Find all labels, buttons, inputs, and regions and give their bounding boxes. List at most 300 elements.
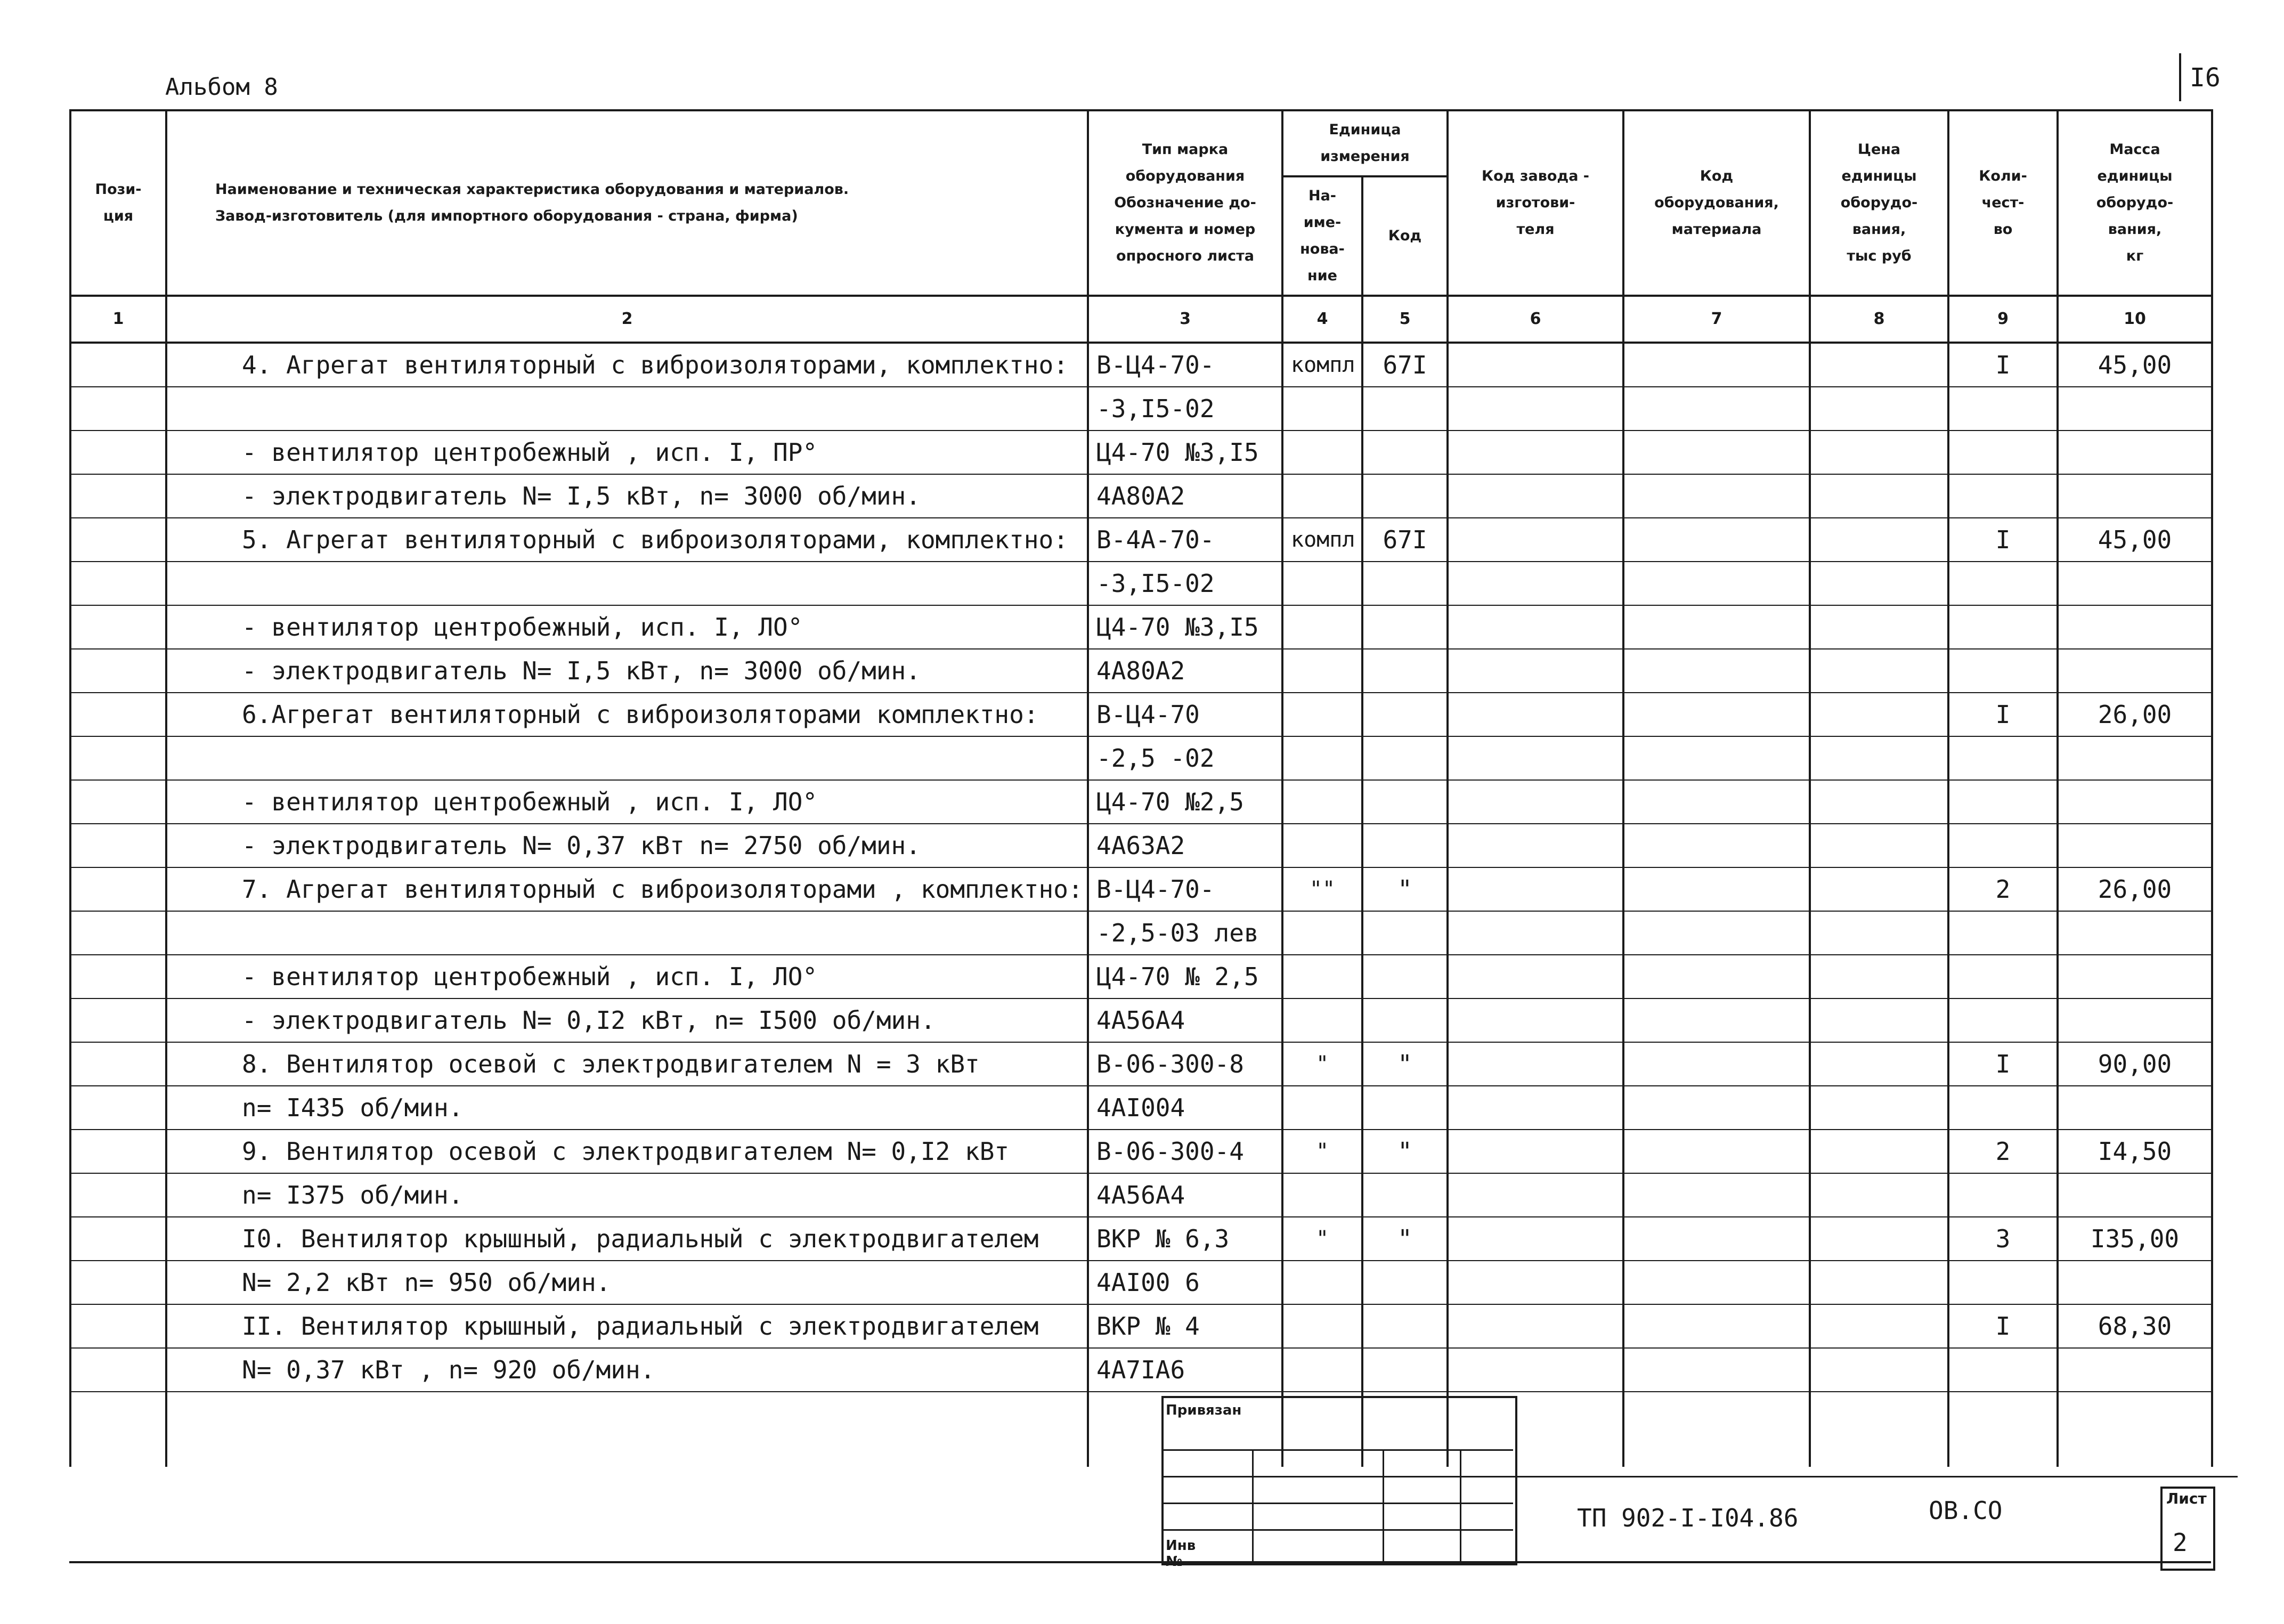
- position-cell: [70, 1130, 166, 1173]
- table-row: [70, 1173, 2212, 1217]
- price-cell: [1810, 955, 1948, 998]
- factory-code-cell: [1448, 1348, 1623, 1392]
- mass-cell: 90,00: [2058, 1042, 2212, 1086]
- quantity-cell: [1948, 998, 2058, 1042]
- price-cell: [1810, 649, 1948, 693]
- table-row: [70, 431, 2212, 474]
- factory-code-cell: [1448, 605, 1623, 649]
- factory-code-cell: [1448, 562, 1623, 605]
- price-cell: [1810, 824, 1948, 867]
- position-cell: [70, 693, 166, 736]
- equipment-code-cell: [1623, 736, 1810, 780]
- empty-cell: [2058, 1392, 2212, 1467]
- equipment-code-cell: [1623, 780, 1810, 824]
- type-cell: -3,I5-02: [1088, 387, 1282, 431]
- table-row: [70, 474, 2212, 518]
- price-cell: [1810, 736, 1948, 780]
- position-cell: [70, 605, 166, 649]
- name-cell: - электродвигатель N= 0,37 кВт n= 2750 об/мин.: [166, 824, 1088, 867]
- name-cell: - электродвигатель N= I,5 кВт, n= 3000 об/мин.: [166, 649, 1088, 693]
- table-row: [70, 1130, 2212, 1173]
- document-section: ОВ.СО: [1929, 1496, 2003, 1525]
- equipment-code-cell: [1623, 649, 1810, 693]
- type-cell: 4АI004: [1088, 1086, 1282, 1130]
- type-cell: 4А63А2: [1088, 824, 1282, 867]
- price-cell: [1810, 1304, 1948, 1348]
- column-number: 9: [1948, 296, 2058, 343]
- col-position-header: Пози- ция: [70, 110, 166, 296]
- unit-cell: компл: [1282, 518, 1362, 562]
- unit-code-cell: [1362, 824, 1448, 867]
- mass-cell: [2058, 1261, 2212, 1304]
- position-cell: [70, 955, 166, 998]
- equipment-code-cell: [1623, 387, 1810, 431]
- factory-code-cell: [1448, 474, 1623, 518]
- name-cell: I0. Вентилятор крышный, радиальный с электродвигателем: [166, 1217, 1088, 1261]
- price-cell: [1810, 1173, 1948, 1217]
- mass-cell: 45,00: [2058, 343, 2212, 387]
- album-label: Альбом 8: [165, 74, 278, 101]
- table-row: [70, 780, 2212, 824]
- quantity-cell: [1948, 474, 2058, 518]
- position-cell: [70, 1173, 166, 1217]
- name-cell: 8. Вентилятор осевой с электродвигателем N = 3 кВт: [166, 1042, 1088, 1086]
- name-cell: n= I435 об/мин.: [166, 1086, 1088, 1130]
- equipment-code-cell: [1623, 518, 1810, 562]
- price-cell: [1810, 605, 1948, 649]
- table-row: [70, 736, 2212, 780]
- unit-cell: [1282, 693, 1362, 736]
- factory-code-cell: [1448, 1130, 1623, 1173]
- empty-cell: [166, 1392, 1088, 1467]
- unit-code-cell: [1362, 1173, 1448, 1217]
- table-row: [70, 1392, 2212, 1467]
- equipment-code-cell: [1623, 1173, 1810, 1217]
- empty-cell: [1948, 1392, 2058, 1467]
- type-cell: Ц4-70 №2,5: [1088, 780, 1282, 824]
- table-row: [70, 649, 2212, 693]
- position-cell: [70, 1348, 166, 1392]
- position-cell: [70, 736, 166, 780]
- name-cell: - вентилятор центробежный , исп. I, ЛО°: [166, 955, 1088, 998]
- quantity-cell: [1948, 431, 2058, 474]
- price-cell: [1810, 518, 1948, 562]
- mass-cell: [2058, 431, 2212, 474]
- mass-cell: I35,00: [2058, 1217, 2212, 1261]
- table-row: [70, 1217, 2212, 1261]
- unit-code-cell: [1362, 693, 1448, 736]
- column-number: 4: [1282, 296, 1362, 343]
- table-row: [70, 562, 2212, 605]
- table-row: [70, 605, 2212, 649]
- unit-cell: [1282, 780, 1362, 824]
- quantity-cell: I: [1948, 1304, 2058, 1348]
- column-numbers-row: [70, 296, 2212, 343]
- name-cell: 5. Агрегат вентиляторный с виброизоляторами, комплектно:: [166, 518, 1088, 562]
- position-cell: [70, 1086, 166, 1130]
- position-cell: [70, 911, 166, 955]
- quantity-cell: [1948, 780, 2058, 824]
- unit-code-cell: [1362, 1348, 1448, 1392]
- equipment-code-cell: [1623, 562, 1810, 605]
- unit-code-cell: [1362, 649, 1448, 693]
- quantity-cell: [1948, 736, 2058, 780]
- mass-cell: [2058, 1086, 2212, 1130]
- table-row: [70, 911, 2212, 955]
- unit-cell: [1282, 1304, 1362, 1348]
- unit-cell: "": [1282, 867, 1362, 911]
- factory-code-cell: [1448, 518, 1623, 562]
- table-row: [70, 1348, 2212, 1392]
- table-row: [70, 387, 2212, 431]
- quantity-cell: [1948, 387, 2058, 431]
- mass-cell: [2058, 911, 2212, 955]
- table-row: [70, 824, 2212, 867]
- table-row: [70, 955, 2212, 998]
- col-factory-code-header: Код завода - изготови- теля: [1448, 110, 1623, 296]
- quantity-cell: [1948, 605, 2058, 649]
- mass-cell: 26,00: [2058, 867, 2212, 911]
- unit-cell: [1282, 955, 1362, 998]
- mass-cell: [2058, 562, 2212, 605]
- price-cell: [1810, 1348, 1948, 1392]
- sheet-value: 2: [2173, 1528, 2188, 1557]
- name-cell: - электродвигатель N= I,5 кВт, n= 3000 об/мин.: [166, 474, 1088, 518]
- price-cell: [1810, 867, 1948, 911]
- factory-code-cell: [1448, 1304, 1623, 1348]
- equipment-code-cell: [1623, 1130, 1810, 1173]
- factory-code-cell: [1448, 343, 1623, 387]
- position-cell: [70, 518, 166, 562]
- unit-code-cell: 67I: [1362, 343, 1448, 387]
- unit-cell: компл: [1282, 343, 1362, 387]
- unit-code-cell: [1362, 1261, 1448, 1304]
- empty-cell: [70, 1392, 166, 1467]
- type-cell: 4А80А2: [1088, 649, 1282, 693]
- price-cell: [1810, 1261, 1948, 1304]
- factory-code-cell: [1448, 649, 1623, 693]
- price-cell: [1810, 1130, 1948, 1173]
- price-cell: [1810, 431, 1948, 474]
- factory-code-cell: [1448, 736, 1623, 780]
- col-type-header: Тип марка оборудования Обозначение до- кумента и номер опросного листа: [1088, 110, 1282, 296]
- unit-cell: [1282, 605, 1362, 649]
- unit-cell: [1282, 431, 1362, 474]
- type-cell: ВКР № 4: [1088, 1304, 1282, 1348]
- position-cell: [70, 1217, 166, 1261]
- type-cell: 4АI00 6: [1088, 1261, 1282, 1304]
- type-cell: В-Ц4-70-: [1088, 867, 1282, 911]
- name-cell: 9. Вентилятор осевой с электродвигателем N= 0,I2 кВт: [166, 1130, 1088, 1173]
- equipment-code-cell: [1623, 431, 1810, 474]
- name-cell: II. Вентилятор крышный, радиальный с электродвигателем: [166, 1304, 1088, 1348]
- unit-cell: [1282, 562, 1362, 605]
- quantity-cell: [1948, 1173, 2058, 1217]
- quantity-cell: [1948, 911, 2058, 955]
- table-row: [70, 343, 2212, 387]
- price-cell: [1810, 1217, 1948, 1261]
- position-cell: [70, 562, 166, 605]
- equipment-code-cell: [1623, 955, 1810, 998]
- mass-cell: [2058, 1348, 2212, 1392]
- price-cell: [1810, 780, 1948, 824]
- unit-cell: ": [1282, 1130, 1362, 1173]
- position-cell: [70, 998, 166, 1042]
- type-cell: В-Ц4-70: [1088, 693, 1282, 736]
- position-cell: [70, 780, 166, 824]
- name-cell: N= 2,2 кВт n= 950 об/мин.: [166, 1261, 1088, 1304]
- factory-code-cell: [1448, 1042, 1623, 1086]
- unit-code-cell: [1362, 431, 1448, 474]
- name-cell: N= 0,37 кВт , n= 920 об/мин.: [166, 1348, 1088, 1392]
- type-cell: Ц4-70 № 2,5: [1088, 955, 1282, 998]
- unit-cell: [1282, 649, 1362, 693]
- name-cell: - вентилятор центробежный , исп. I, ПР°: [166, 431, 1088, 474]
- quantity-cell: I: [1948, 693, 2058, 736]
- equipment-code-cell: [1623, 474, 1810, 518]
- equipment-code-cell: [1623, 1042, 1810, 1086]
- column-number: 2: [166, 296, 1088, 343]
- position-cell: [70, 1304, 166, 1348]
- type-cell: 4А7IА6: [1088, 1348, 1282, 1392]
- table-row: [70, 518, 2212, 562]
- col-mass-header: Масса единицы оборудо- вания, кг: [2058, 110, 2212, 296]
- factory-code-cell: [1448, 1261, 1623, 1304]
- unit-code-cell: ": [1362, 1042, 1448, 1086]
- position-cell: [70, 824, 166, 867]
- unit-code-cell: [1362, 387, 1448, 431]
- col-unit-code-header: Код: [1362, 176, 1448, 296]
- unit-code-cell: ": [1362, 1217, 1448, 1261]
- specification-table: [69, 109, 2213, 1467]
- col-equipment-code-header: Код оборудования, материала: [1623, 110, 1810, 296]
- position-cell: [70, 431, 166, 474]
- name-cell: n= I375 об/мин.: [166, 1173, 1088, 1217]
- unit-cell: [1282, 736, 1362, 780]
- table-row: [70, 693, 2212, 736]
- name-cell: - электродвигатель N= 0,I2 кВт, n= I500 об/мин.: [166, 998, 1088, 1042]
- col-name-header: Наименование и техническая характеристика оборудования и материалов. Завод-изготовитель (для импортного оборудования - страна, фирма): [166, 110, 1088, 296]
- unit-cell: [1282, 1173, 1362, 1217]
- unit-cell: [1282, 824, 1362, 867]
- quantity-cell: [1948, 649, 2058, 693]
- table-row: [70, 1261, 2212, 1304]
- quantity-cell: 3: [1948, 1217, 2058, 1261]
- unit-cell: [1282, 998, 1362, 1042]
- unit-code-cell: [1362, 1304, 1448, 1348]
- equipment-code-cell: [1623, 867, 1810, 911]
- col-unit-group-header: Единица измерения: [1282, 110, 1448, 176]
- column-number: 5: [1362, 296, 1448, 343]
- mass-cell: I4,50: [2058, 1130, 2212, 1173]
- factory-code-cell: [1448, 998, 1623, 1042]
- factory-code-cell: [1448, 693, 1623, 736]
- mass-cell: [2058, 474, 2212, 518]
- sheet-number: I6: [2190, 63, 2221, 93]
- factory-code-cell: [1448, 955, 1623, 998]
- price-cell: [1810, 1086, 1948, 1130]
- type-cell: В-4А-70-: [1088, 518, 1282, 562]
- column-number: 7: [1623, 296, 1810, 343]
- type-cell: -3,I5-02: [1088, 562, 1282, 605]
- quantity-cell: [1948, 1086, 2058, 1130]
- equipment-code-cell: [1623, 605, 1810, 649]
- name-cell: [166, 911, 1088, 955]
- factory-code-cell: [1448, 824, 1623, 867]
- unit-code-cell: [1362, 605, 1448, 649]
- quantity-cell: [1948, 562, 2058, 605]
- factory-code-cell: [1448, 1217, 1623, 1261]
- position-cell: [70, 474, 166, 518]
- type-cell: -2,5 -02: [1088, 736, 1282, 780]
- equipment-code-cell: [1623, 1304, 1810, 1348]
- type-cell: ВКР № 6,3: [1088, 1217, 1282, 1261]
- stamp-linked-label: Привязан: [1166, 1402, 1242, 1418]
- column-number: 8: [1810, 296, 1948, 343]
- quantity-cell: I: [1948, 343, 2058, 387]
- table-row: [70, 1304, 2212, 1348]
- name-cell: [166, 736, 1088, 780]
- unit-code-cell: 67I: [1362, 518, 1448, 562]
- table-row: [70, 867, 2212, 911]
- price-cell: [1810, 343, 1948, 387]
- factory-code-cell: [1448, 431, 1623, 474]
- table-row: [70, 998, 2212, 1042]
- unit-code-cell: [1362, 736, 1448, 780]
- equipment-code-cell: [1623, 343, 1810, 387]
- equipment-code-cell: [1623, 824, 1810, 867]
- sheet-label: Лист: [2166, 1490, 2207, 1507]
- table-row: [70, 1042, 2212, 1086]
- mass-cell: [2058, 387, 2212, 431]
- quantity-cell: I: [1948, 1042, 2058, 1086]
- unit-code-cell: [1362, 911, 1448, 955]
- name-cell: 4. Агрегат вентиляторный с виброизоляторами, комплектно:: [166, 343, 1088, 387]
- factory-code-cell: [1448, 1086, 1623, 1130]
- unit-code-cell: [1362, 1086, 1448, 1130]
- position-cell: [70, 343, 166, 387]
- mass-cell: [2058, 780, 2212, 824]
- type-cell: 4А56А4: [1088, 998, 1282, 1042]
- type-cell: Ц4-70 №3,I5: [1088, 605, 1282, 649]
- quantity-cell: [1948, 1348, 2058, 1392]
- name-cell: - вентилятор центробежный, исп. I, ЛО°: [166, 605, 1088, 649]
- mass-cell: [2058, 824, 2212, 867]
- unit-cell: [1282, 1086, 1362, 1130]
- mass-cell: [2058, 736, 2212, 780]
- document-code: ТП 902-I-I04.86: [1577, 1504, 1799, 1532]
- equipment-code-cell: [1623, 911, 1810, 955]
- price-cell: [1810, 474, 1948, 518]
- price-cell: [1810, 387, 1948, 431]
- name-cell: 7. Агрегат вентиляторный с виброизоляторами , комплектно:: [166, 867, 1088, 911]
- table-row: [70, 1086, 2212, 1130]
- column-number: 6: [1448, 296, 1623, 343]
- unit-cell: ": [1282, 1217, 1362, 1261]
- equipment-code-cell: [1623, 1261, 1810, 1304]
- unit-cell: [1282, 474, 1362, 518]
- factory-code-cell: [1448, 1173, 1623, 1217]
- column-number: 3: [1088, 296, 1282, 343]
- equipment-code-cell: [1623, 693, 1810, 736]
- position-cell: [70, 387, 166, 431]
- sheet-number-rule: [2179, 53, 2181, 101]
- price-cell: [1810, 1042, 1948, 1086]
- position-cell: [70, 867, 166, 911]
- quantity-cell: 2: [1948, 1130, 2058, 1173]
- quantity-cell: [1948, 824, 2058, 867]
- column-number: 1: [70, 296, 166, 343]
- type-cell: Ц4-70 №3,I5: [1088, 431, 1282, 474]
- unit-code-cell: ": [1362, 1130, 1448, 1173]
- unit-cell: [1282, 911, 1362, 955]
- stamp-grid: [1161, 1396, 1517, 1565]
- col-quantity-header: Коли- чест- во: [1948, 110, 2058, 296]
- unit-code-cell: [1362, 955, 1448, 998]
- factory-code-cell: [1448, 867, 1623, 911]
- type-cell: В-06-300-8: [1088, 1042, 1282, 1086]
- quantity-cell: I: [1948, 518, 2058, 562]
- name-cell: [166, 387, 1088, 431]
- mass-cell: [2058, 649, 2212, 693]
- unit-code-cell: ": [1362, 867, 1448, 911]
- quantity-cell: [1948, 955, 2058, 998]
- factory-code-cell: [1448, 780, 1623, 824]
- name-cell: - вентилятор центробежный , исп. I, ЛО°: [166, 780, 1088, 824]
- position-cell: [70, 1042, 166, 1086]
- price-cell: [1810, 693, 1948, 736]
- mass-cell: 26,00: [2058, 693, 2212, 736]
- unit-code-cell: [1362, 998, 1448, 1042]
- quantity-cell: 2: [1948, 867, 2058, 911]
- position-cell: [70, 649, 166, 693]
- unit-cell: [1282, 1261, 1362, 1304]
- unit-code-cell: [1362, 780, 1448, 824]
- empty-cell: [1623, 1392, 1810, 1467]
- col-unit-name-header: На- име- нова- ние: [1282, 176, 1362, 296]
- price-cell: [1810, 911, 1948, 955]
- equipment-code-cell: [1623, 998, 1810, 1042]
- type-cell: 4А80А2: [1088, 474, 1282, 518]
- mass-cell: [2058, 998, 2212, 1042]
- unit-cell: [1282, 1348, 1362, 1392]
- type-cell: В-Ц4-70-: [1088, 343, 1282, 387]
- unit-cell: ": [1282, 1042, 1362, 1086]
- type-cell: 4А56А4: [1088, 1173, 1282, 1217]
- type-cell: В-06-300-4: [1088, 1130, 1282, 1173]
- equipment-code-cell: [1623, 1348, 1810, 1392]
- equipment-code-cell: [1623, 1217, 1810, 1261]
- price-cell: [1810, 562, 1948, 605]
- mass-cell: 45,00: [2058, 518, 2212, 562]
- factory-code-cell: [1448, 387, 1623, 431]
- mass-cell: [2058, 955, 2212, 998]
- mass-cell: [2058, 1173, 2212, 1217]
- equipment-code-cell: [1623, 1086, 1810, 1130]
- price-cell: [1810, 998, 1948, 1042]
- type-cell: -2,5-03 лев: [1088, 911, 1282, 955]
- unit-cell: [1282, 387, 1362, 431]
- stamp-inv-label: Инв №: [1166, 1538, 1196, 1570]
- factory-code-cell: [1448, 911, 1623, 955]
- frame-bottom-rule: [69, 1561, 2211, 1563]
- unit-code-cell: [1362, 474, 1448, 518]
- position-cell: [70, 1261, 166, 1304]
- name-cell: 6.Агрегат вентиляторный с виброизоляторами комплектно:: [166, 693, 1088, 736]
- unit-code-cell: [1362, 562, 1448, 605]
- mass-cell: [2058, 605, 2212, 649]
- mass-cell: 68,30: [2058, 1304, 2212, 1348]
